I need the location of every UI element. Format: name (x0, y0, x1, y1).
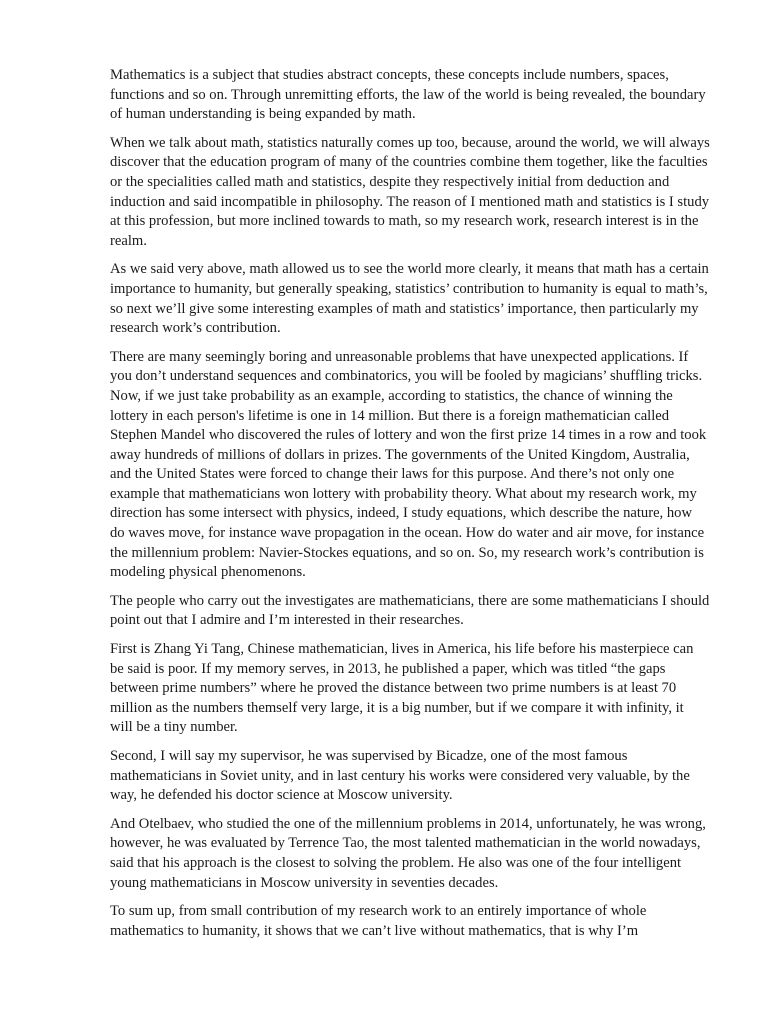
paragraph-otelbaev: And Otelbaev, who studied the one of the millennium problems in 2014, unfortunately, he was wrong, however, he was evaluated by Terrence Tao, the most talented mathematician in the world nowadays, said that his approach is the closest to solving the problem. He also was one of the four intelligent young mathematicians in Moscow university in seventies decades. (110, 815, 706, 891)
paragraph-zhang-yi-tang: First is Zhang Yi Tang, Chinese mathematician, lives in America, his life before his masterpiece can be said is poor. If my memory serves, in 2013, he published a paper, which was titled “the gaps between prime numbers” where he proved the distance between two prime numbers is at least 70 million as the numbers themself very large, it is a big number, but if we compare it with infinity, it will be a tiny number. (110, 641, 694, 736)
paragraph-conclusion: To sum up, from small contribution of my research work to an entirely importance of whole mathematics to humanity, it shows that we can’t live without mathematics, that is why I’m (110, 903, 647, 939)
paragraph-applications: There are many seemingly boring and unreasonable problems that have unexpected applications. If you don’t understand sequences and combinatorics, you will be fooled by magicians’ shuffling tricks. Now, if we just take probability as an example, according to statistics, the chance of winning the lottery in each person's lifetime is one in 14 million. But there is a foreign mathematician called Stephen Mandel who discovered the rules of lottery and won the first prize 14 times in a row and took away hundreds of millions of dollars in prizes. The governments of the United Kingdom, Australia, and the United States were forced to change their laws for this purpose. And there’s not only one example that mathematicians won lottery with probability theory. What about my research work, my direction has some intersect with physics, indeed, I study equations, which describe the nature, how do waves move, for instance wave propagation in the ocean. How do water and air move, for instance the millennium problem: Navier-Stockes equations, and so on. So, my research work’s contribution is modeling physical phenomenons. (110, 348, 707, 581)
document-body (110, 66, 710, 950)
paragraph-importance: As we said very above, math allowed us to see the world more clearly, it means that math has a certain importance to humanity, but generally speaking, statistics’ contribution to humanity is equal to math’s, so next we’ll give some interesting examples of math and statistics’ importance, then particularly my research work’s contribution. (110, 261, 709, 337)
paragraph-supervisor: Second, I will say my supervisor, he was supervised by Bicadze, one of the most famous mathematicians in Soviet unity, and in last century his works were considered very valuable, by the way, he defended his doctor science at Moscow university. (110, 748, 690, 804)
paragraph-mathematicians-intro: The people who carry out the investigates are mathematicians, there are some mathematicians I should point out that I admire and I’m interested in their researches. (110, 592, 710, 629)
paragraph-intro: Mathematics is a subject that studies abstract concepts, these concepts include numbers, spaces, functions and so on. Through unremitting efforts, the law of the world is being revealed, the boundary of human understanding is being expanded by math. (110, 67, 706, 123)
paragraph-math-and-statistics: When we talk about math, statistics naturally comes up too, because, around the world, we will always discover that the education program of many of the countries combine them together, like the faculties or the specialities called math and statistics, despite they respectively initial from deduction and induction and said incompatible in philosophy. The reason of I mentioned math and statistics is I study at this profession, but more inclined towards to math, so my research work, research interest is in the realm. (110, 134, 710, 249)
